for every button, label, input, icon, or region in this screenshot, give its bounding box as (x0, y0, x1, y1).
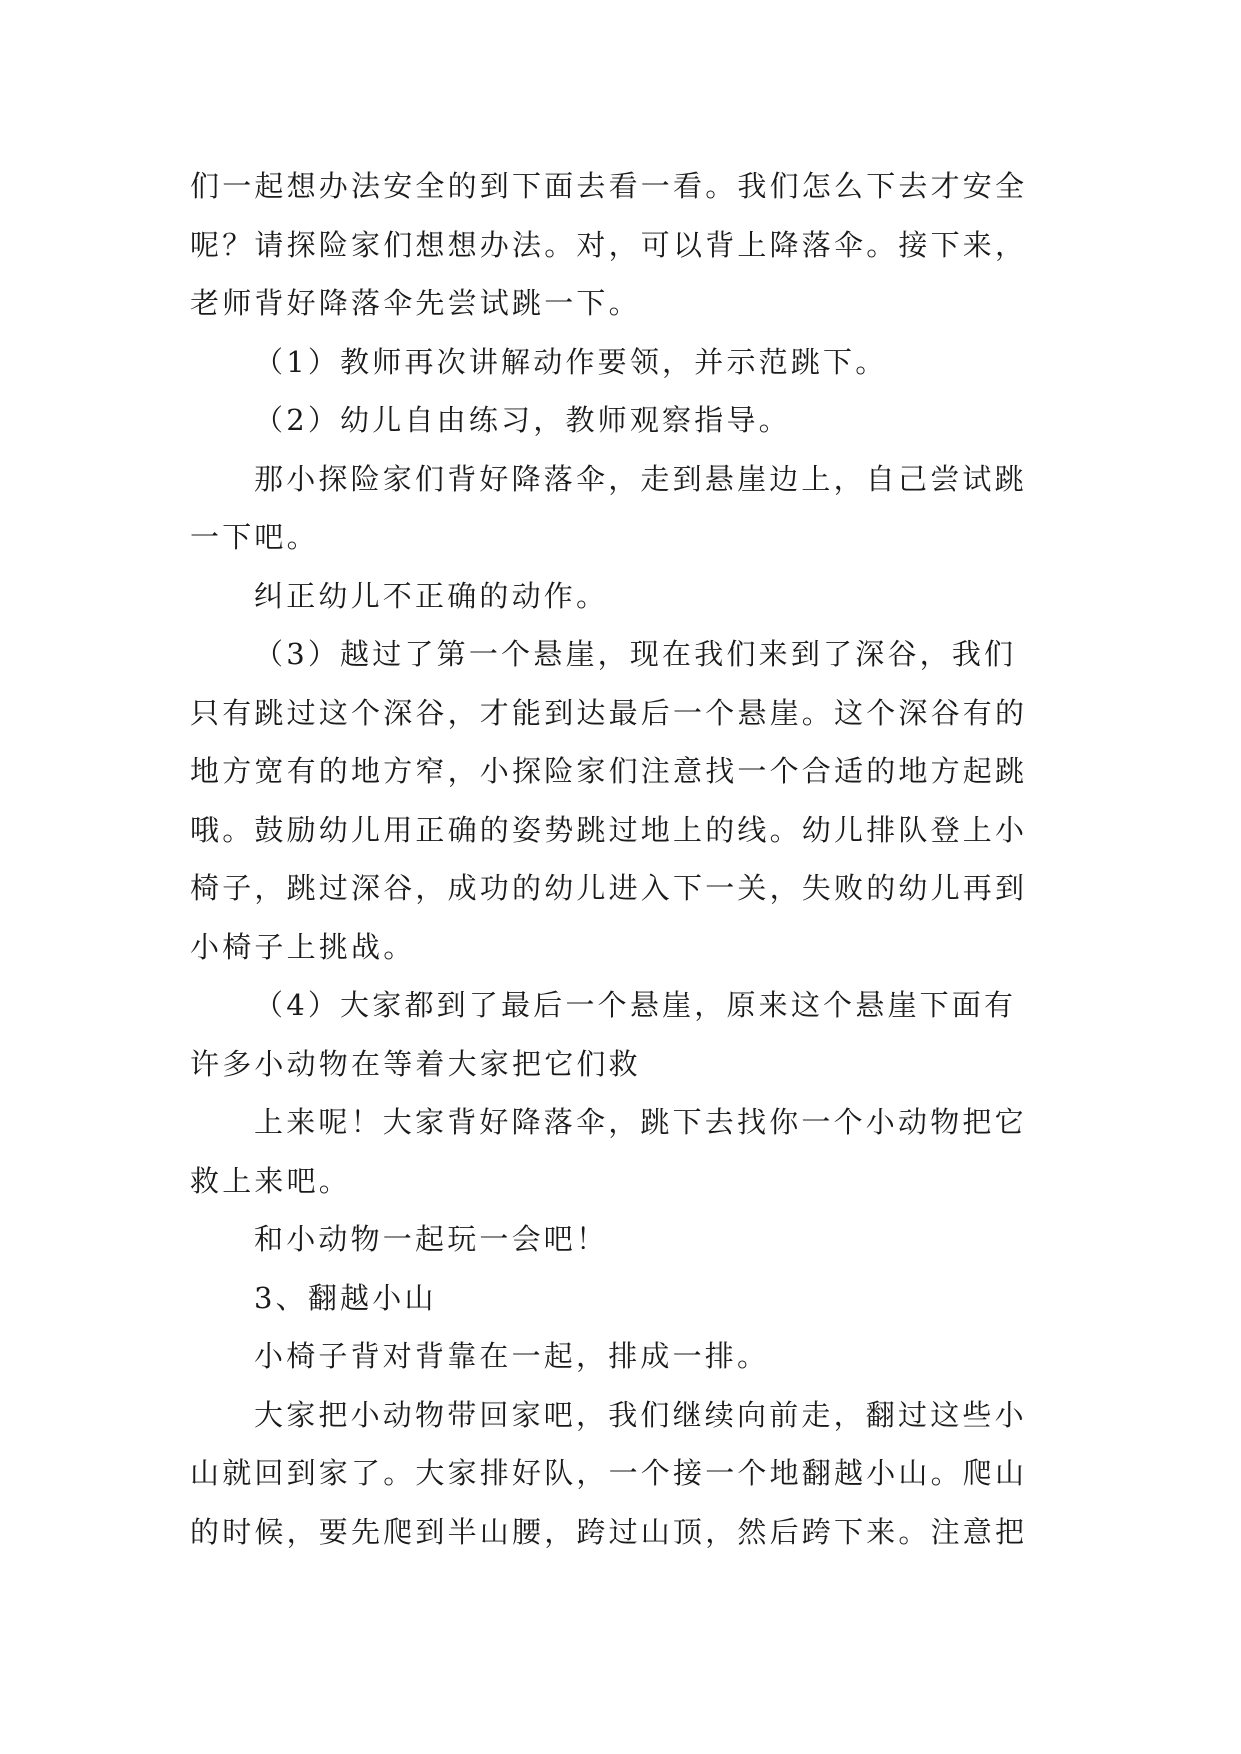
text-line: 3、翻越小山 (254, 1280, 437, 1315)
text-line: 呢？请探险家们想想办法。对，可以背上降落伞。接下来， (190, 227, 1028, 262)
text-line: 地方宽有的地方窄，小探险家们注意找一个合适的地方起跳 (190, 754, 1028, 788)
text-line: 和小动物一起玩一会吧！ (254, 1222, 609, 1256)
text-line: （2）幼儿自由练习，教师观察指导。 (254, 403, 791, 437)
text-line: 小椅子上挑战。 (190, 929, 416, 964)
text-line: 哦。鼓励幼儿用正确的姿势跳过地上的线。幼儿排队登上小 (190, 812, 1028, 847)
text-line: 大家把小动物带回家吧，我们继续向前走，翻过这些小 (254, 1397, 1027, 1432)
text-line: 椅子，跳过深谷，成功的幼儿进入下一关，失败的幼儿再到 (190, 871, 1028, 905)
text-line: 的时候，要先爬到半山腰，跨过山顶，然后跨下来。注意把 (190, 1514, 1028, 1549)
text-line: 山就回到家了。大家排好队，一个接一个地翻越小山。爬山 (190, 1456, 1028, 1490)
text-line: （4）大家都到了最后一个悬崖，原来这个悬崖下面有 (254, 988, 1017, 1022)
text-line: 上来呢！大家背好降落伞，跳下去找你一个小动物把它 (254, 1105, 1027, 1139)
text-line: 只有跳过这个深谷，才能到达最后一个悬崖。这个深谷有的 (190, 695, 1028, 730)
text-line: 许多小动物在等着大家把它们救 (190, 1046, 641, 1081)
text-line: 一下吧。 (190, 520, 319, 554)
text-line: （1）教师再次讲解动作要领，并示范跳下。 (254, 344, 888, 379)
text-line: 纠正幼儿不正确的动作。 (254, 578, 609, 613)
text-line: 老师背好降落伞先尝试跳一下。 (190, 286, 641, 320)
body-text (190, 157, 1050, 1561)
text-line: 那小探险家们背好降落伞，走到悬崖边上，自己尝试跳 (254, 461, 1027, 496)
text-line: 小椅子背对背靠在一起，排成一排。 (254, 1339, 770, 1373)
text-line: 救上来吧。 (190, 1163, 352, 1198)
text-line: 们一起想办法安全的到下面去看一看。我们怎么下去才安全 (190, 169, 1028, 203)
text-line: （3）越过了第一个悬崖，现在我们来到了深谷，我们 (254, 637, 1017, 671)
